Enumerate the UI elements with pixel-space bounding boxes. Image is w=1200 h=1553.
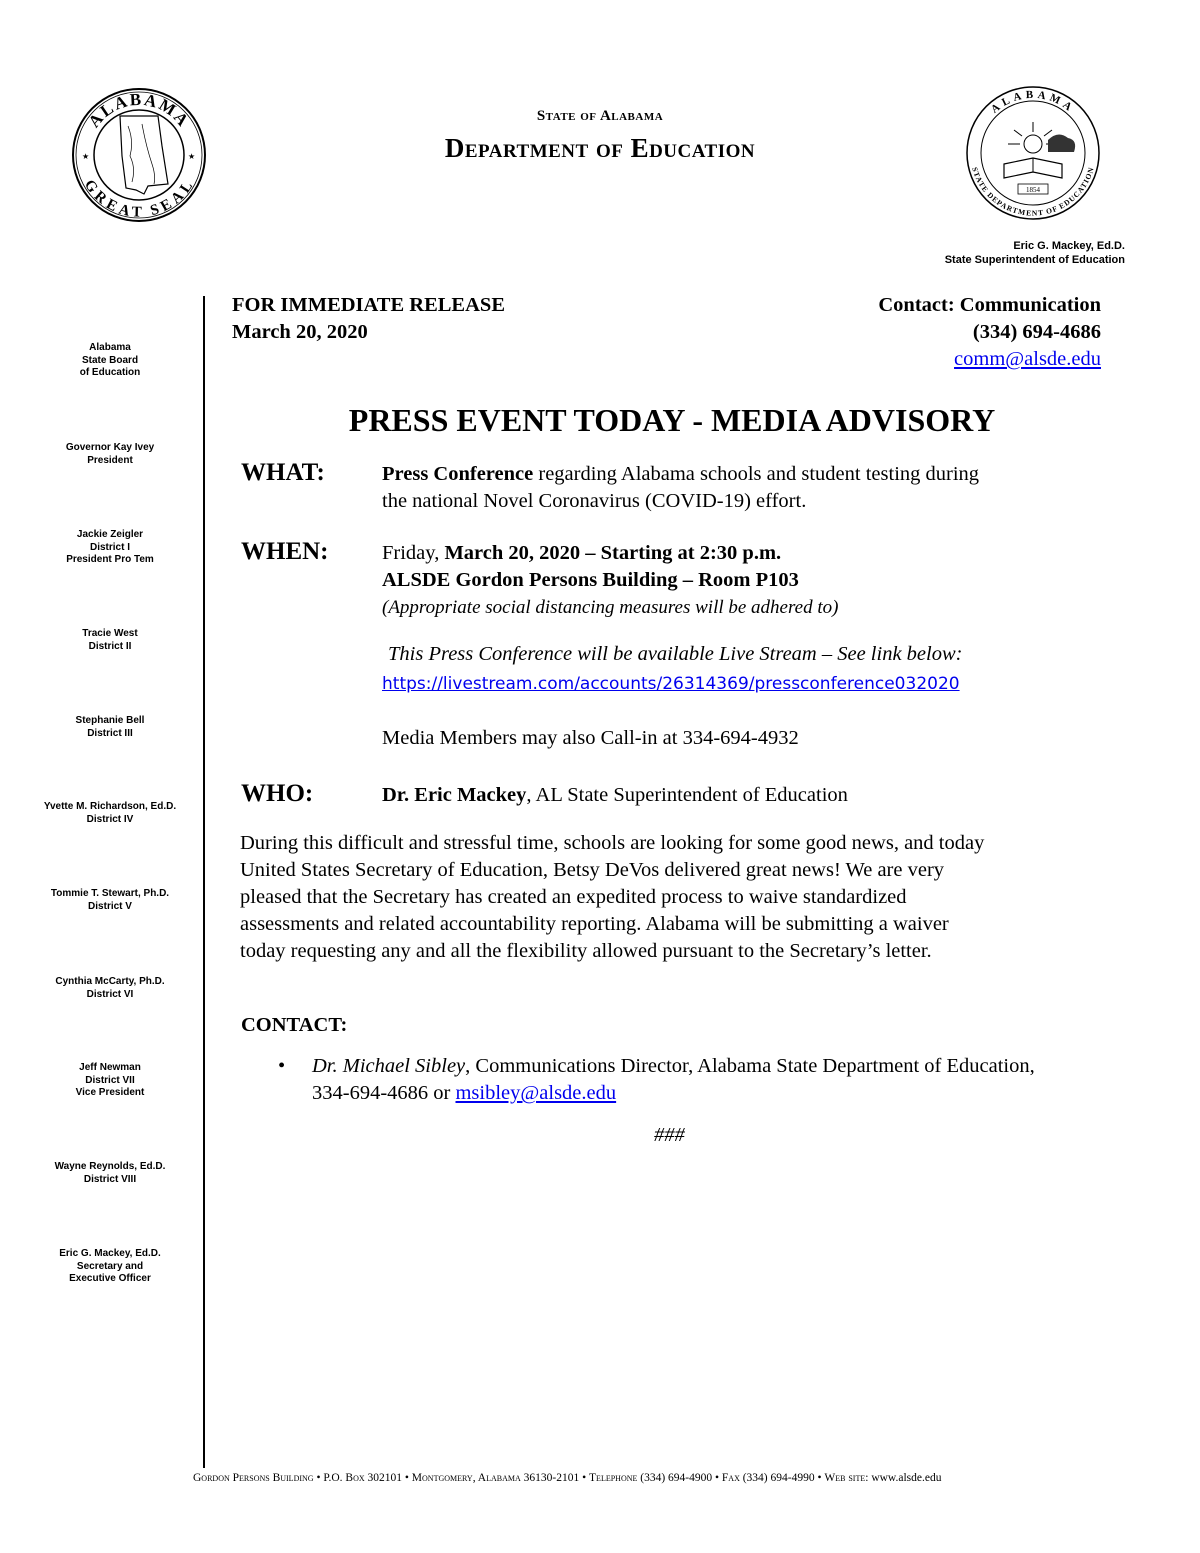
svg-text:STATE DEPARTMENT OF EDUCATION: STATE DEPARTMENT OF EDUCATION — [970, 166, 1096, 218]
contact-block — [878, 292, 1101, 373]
contact-person-email-link[interactable]: msibley@alsde.edu — [455, 1082, 617, 1104]
body-paragraph: During this difficult and stressful time, schools are looking for some good news, and today United States Secretary of Education, Betsy DeVos delivered great news! We are very pleased that the Secretary has created an expedited process to waive standardized assessments and related accountability reporting. Alabama will be submitting a waiver today requesting any and all the flexibility allowed pursuant to the Secretary’s letter. — [240, 832, 985, 962]
state-heading: State of Alabama — [536, 108, 664, 124]
svg-text:ALABAMA: ALABAMA — [84, 89, 194, 132]
when-text: Friday, March 20, 2020 – Starting at 2:30 p.m. ALSDE Gordon Persons Building – Room P103 (Appropriate social distancing measures will be adhered to) — [382, 542, 839, 618]
page-title: PRESS EVENT TODAY - MEDIA ADVISORY — [348, 402, 996, 438]
svg-text:★: ★ — [82, 152, 90, 161]
livestream-note: This Press Conference will be available Live Stream – See link below: — [388, 643, 963, 665]
release-block — [232, 292, 505, 346]
who-text: Dr. Eric Mackey, AL State Superintendent of Education — [382, 784, 848, 806]
sidebar-member: Jeff Newman District VII Vice President — [75, 1062, 145, 1098]
footer-website: www.alsde.edu — [871, 1472, 942, 1484]
sidebar-divider — [203, 296, 205, 1468]
superintendent-title: State Superintendent of Education — [944, 254, 1125, 266]
sidebar-member: Tommie T. Stewart, Ph.D. District V — [50, 888, 170, 912]
livestream-link[interactable]: https://livestream.com/accounts/26314369/pressconference032020 — [382, 674, 960, 694]
release-label: FOR IMMEDIATE RELEASE — [232, 294, 505, 316]
contact-phone: (334) 694-4686 — [972, 321, 1101, 343]
bullet-icon: • — [278, 1055, 286, 1077]
svg-text:★: ★ — [188, 152, 196, 161]
contact-label: Contact: Communication — [878, 294, 1101, 316]
alabama-great-seal-icon — [70, 86, 208, 224]
department-heading: Department of Education — [444, 133, 756, 163]
what-label: WHAT: — [241, 459, 325, 486]
superintendent-name: Eric G. Mackey, Ed.D. — [1013, 240, 1125, 252]
sidebar-member: Governor Kay Ivey President — [65, 442, 155, 466]
sidebar-member: Cynthia McCarty, Ph.D. District VI — [55, 976, 165, 1000]
when-label: WHEN: — [241, 538, 329, 565]
education-seal-icon — [962, 82, 1104, 224]
what-text: Press Conference regarding Alabama schools and student testing during the national Novel Coronavirus (COVID-19) effort. — [382, 463, 980, 512]
contact-entry: Dr. Michael Sibley, Communications Director, Alabama State Department of Education, 334-694-4686 or msibley@alsde.edu — [312, 1055, 1035, 1104]
svg-text:ALABAMA: ALABAMA — [988, 88, 1078, 116]
livestream-link-wrap — [382, 671, 960, 698]
release-date: March 20, 2020 — [232, 321, 368, 343]
who-label: WHO: — [241, 780, 314, 807]
contact-heading: CONTACT: — [241, 1014, 348, 1036]
end-mark: ### — [654, 1124, 685, 1146]
svg-text:GREAT SEAL: GREAT SEAL — [80, 177, 198, 221]
sidebar-member: Tracie West District II — [82, 628, 138, 652]
callin-text: Media Members may also Call-in at 334-694-4932 — [382, 727, 799, 749]
sidebar-member: Eric G. Mackey, Ed.D. Secretary and Executive Officer — [59, 1248, 161, 1284]
sidebar-member: Yvette M. Richardson, Ed.D. District IV — [43, 801, 177, 825]
sidebar-member: Stephanie Bell District III — [75, 715, 145, 739]
contact-email-link[interactable]: comm@alsde.edu — [954, 348, 1101, 370]
footer: Gordon Persons Building • P.O. Box 302101 • Montgomery, Alabama 36130-2101 • Telephone (334) 694-4900 • Fax (334) 694-4990 • Web site: www.alsde.edu — [193, 1472, 942, 1484]
sidebar-member: Wayne Reynolds, Ed.D. District VIII — [54, 1161, 166, 1185]
svg-text:1854: 1854 — [1026, 186, 1040, 194]
sidebar-member: Jackie Zeigler District I President Pro Tem — [66, 529, 154, 565]
sidebar-board-name: Alabama State Board of Education — [79, 342, 141, 378]
